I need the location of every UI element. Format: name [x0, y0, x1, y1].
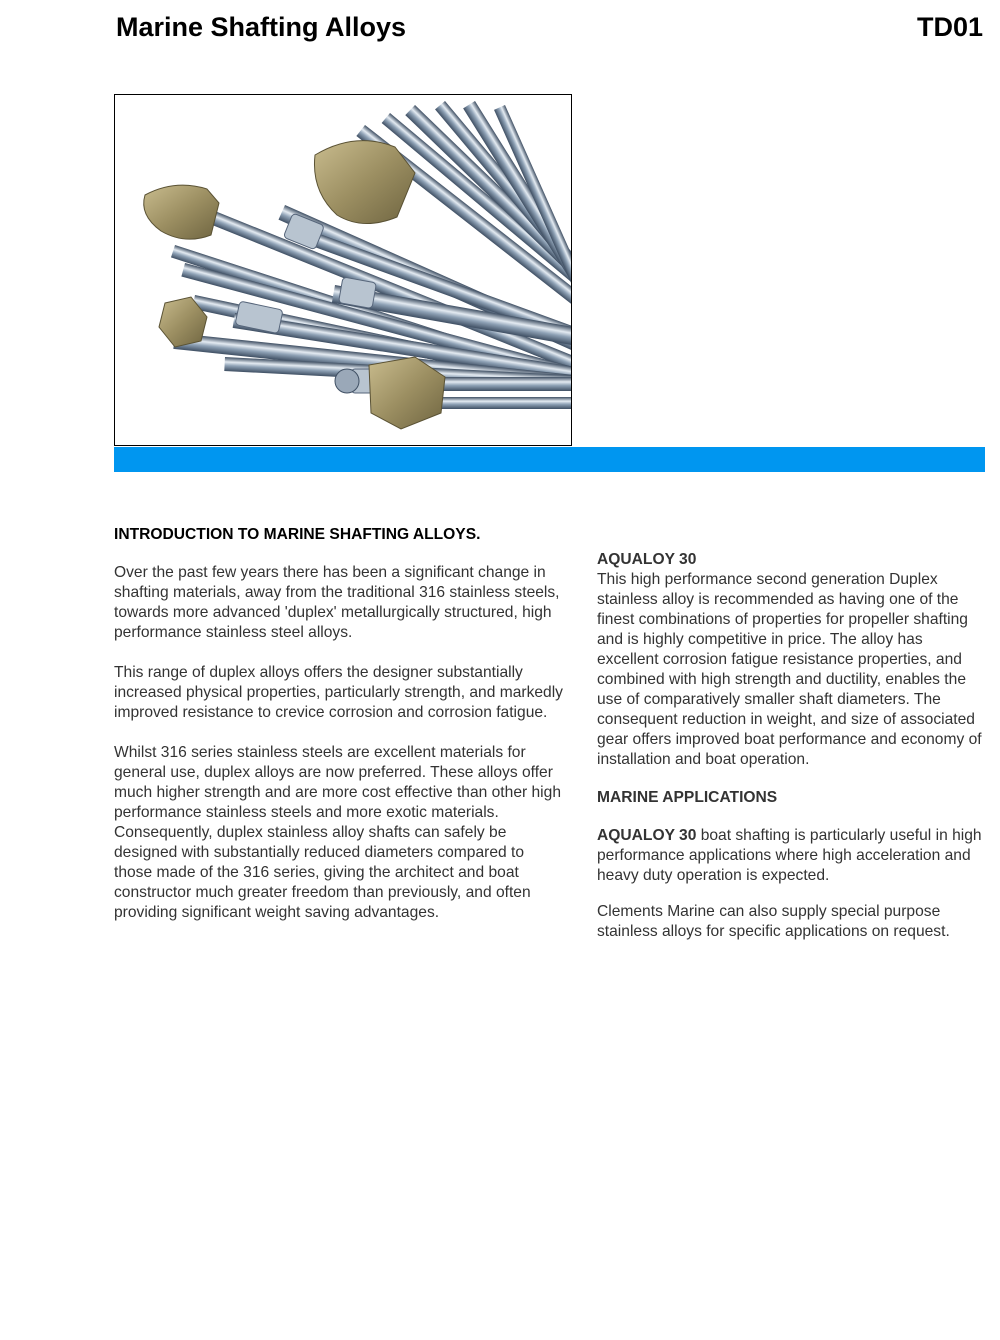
applications-product-name: AQUALOY 30	[597, 827, 697, 844]
aqualoy-heading: AQUALOY 30	[597, 551, 697, 568]
aqualoy-paragraph: This high performance second generation Duplex stainless alloy is recommended as having one of the finest combinations of properties for propeller shafting and is highly competitive in price. The alloy has excellent corrosion fatigue resistance properties, and combined with high strength and ductility, enables the use of comparatively smaller shaft diameters. The consequent reduction in weight, and size of associated gear offers improved boat performance and economy of installation and boat operation.	[597, 571, 982, 768]
applications-heading: MARINE APPLICATIONS	[597, 789, 778, 806]
applications-paragraph-2: Clements Marine can also supply special purpose stainless alloys for specific applications on request.	[597, 903, 950, 940]
intro-paragraph-3: Whilst 316 series stainless steels are excellent materials for general use, duplex alloys are now preferred. These alloys offer much higher strength and are more cost effective than other high performance stainless steels and more exotic materials. Consequently, duplex stainless alloy shafts can safely be designed with substantially reduced diameters compared to those made of the 316 series, giving the architect and boat constructor much greater freedom than previously, and often providing significant weight saving advantages.	[114, 744, 561, 921]
applications-paragraph-1	[597, 826, 987, 886]
applications-paragraph-1-text: boat shafting is particularly useful in high performance applications where high acceleration and heavy duty operation is expected.	[597, 827, 982, 884]
shafting-photo	[114, 94, 572, 446]
intro-column	[114, 525, 564, 943]
intro-paragraph-2: This range of duplex alloys offers the designer substantially increased physical properties, particularly strength, and markedly improved resistance to crevice corrosion and corrosion fatigue.	[114, 664, 563, 721]
accent-bar	[114, 447, 985, 472]
intro-paragraph-1: Over the past few years there has been a significant change in shafting materials, away from the traditional 316 stainless steels, towards more advanced 'duplex' metallurgically structured, high performance stainless steel alloys.	[114, 564, 560, 641]
document-code: TD01	[916, 12, 983, 42]
intro-heading: INTRODUCTION TO MARINE SHAFTING ALLOYS.	[114, 526, 481, 543]
page-title: Marine Shafting Alloys	[116, 12, 407, 42]
shafting-photo-icon	[115, 95, 571, 445]
aqualoy-column	[597, 550, 987, 958]
